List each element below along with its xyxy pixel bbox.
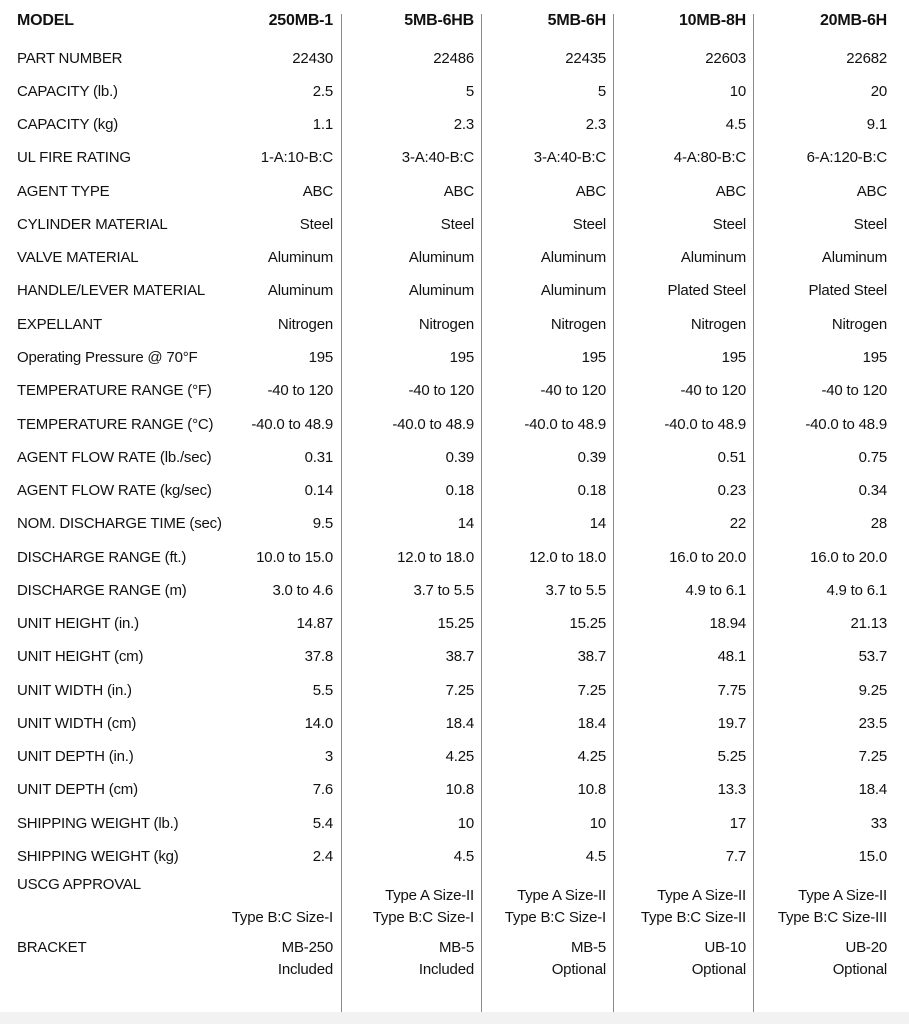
cell-value: 13.3 bbox=[717, 781, 746, 799]
cell-value: 4.25 bbox=[445, 748, 474, 766]
uscg-row bbox=[0, 874, 909, 929]
cell-value: 3-A:40-B:C bbox=[401, 149, 474, 167]
cell-value: 3.7 to 5.5 bbox=[545, 581, 606, 599]
cell-value bbox=[200, 874, 341, 929]
cell-value: 10.8 bbox=[577, 781, 606, 799]
cell-value: Aluminum bbox=[408, 249, 474, 267]
cell-value: -40 to 120 bbox=[408, 382, 474, 400]
cell-value: 14 bbox=[457, 515, 474, 533]
row-label: SHIPPING WEIGHT (lb.) bbox=[17, 814, 179, 832]
table-row bbox=[0, 674, 909, 707]
table-row bbox=[0, 574, 909, 607]
cell-value: 22 bbox=[729, 515, 746, 533]
table-row bbox=[0, 541, 909, 574]
cell-value: 4.9 to 6.1 bbox=[685, 581, 746, 599]
cell-value: 4.5 bbox=[725, 116, 746, 134]
table-row bbox=[0, 42, 909, 75]
cell-value: 195 bbox=[308, 349, 333, 367]
table-row bbox=[0, 840, 909, 873]
row-label: SHIPPING WEIGHT (kg) bbox=[17, 848, 179, 865]
cell-value: Steel bbox=[572, 215, 606, 233]
cell-value: 7.25 bbox=[858, 748, 887, 766]
table-row bbox=[0, 242, 909, 275]
column-divider bbox=[753, 14, 754, 1012]
row-label: UNIT HEIGHT (cm) bbox=[17, 648, 144, 666]
cell-value: 38.7 bbox=[445, 648, 474, 666]
cell-value: Plated Steel bbox=[667, 282, 746, 300]
cell-value: 22486 bbox=[433, 49, 474, 67]
header-row bbox=[0, 0, 909, 42]
cell-line: Type A Size-II bbox=[798, 886, 887, 904]
cell-line: Type A Size-II bbox=[385, 886, 474, 904]
cell-value: 4.25 bbox=[577, 748, 606, 766]
cell-value: 12.0 to 18.0 bbox=[397, 548, 474, 566]
cell-line: Included bbox=[277, 960, 333, 978]
row-label: CAPACITY (kg) bbox=[17, 116, 119, 134]
cell-value: ABC bbox=[302, 182, 333, 200]
table-row bbox=[0, 441, 909, 474]
cell-value: 10.0 to 15.0 bbox=[256, 548, 333, 566]
cell-value: ABC bbox=[856, 182, 887, 200]
cell-value: 10 bbox=[729, 82, 746, 100]
cell-value: 3.7 to 5.5 bbox=[413, 581, 474, 599]
cell-value: -40.0 to 48.9 bbox=[805, 415, 887, 433]
cell-value bbox=[754, 874, 909, 929]
row-label: AGENT FLOW RATE (kg/sec) bbox=[17, 482, 212, 500]
cell-value: 22435 bbox=[565, 49, 606, 67]
cell-value: 48.1 bbox=[717, 648, 746, 666]
cell-value: 15.25 bbox=[569, 615, 606, 633]
cell-value: 18.94 bbox=[709, 615, 746, 633]
table-row bbox=[0, 109, 909, 142]
cell-line: Type A Size-II bbox=[517, 886, 606, 904]
row-label: TEMPERATURE RANGE (°C) bbox=[17, 415, 214, 433]
cell-line: MB-250 bbox=[281, 938, 333, 956]
cell-value: 18.4 bbox=[858, 781, 887, 799]
cell-value: 15.25 bbox=[437, 615, 474, 633]
model-name: 250MB-1 bbox=[268, 12, 333, 29]
cell-value: -40 to 120 bbox=[540, 382, 606, 400]
cell-line: Type B:C Size-I bbox=[372, 908, 474, 926]
cell-value: 10 bbox=[589, 814, 606, 832]
cell-value: -40 to 120 bbox=[267, 382, 333, 400]
row-label: CAPACITY (lb.) bbox=[17, 82, 118, 100]
column-divider bbox=[341, 14, 342, 1012]
cell-value: Aluminum bbox=[540, 282, 606, 300]
cell-value: 7.75 bbox=[717, 681, 746, 699]
cell-value: 1.1 bbox=[312, 116, 333, 134]
cell-value: Steel bbox=[712, 215, 746, 233]
cell-value: Nitrogen bbox=[831, 315, 887, 333]
cell-value: Aluminum bbox=[267, 282, 333, 300]
cell-value: Steel bbox=[440, 215, 474, 233]
cell-line bbox=[200, 885, 333, 907]
cell-value: 38.7 bbox=[577, 648, 606, 666]
cell-value: 7.25 bbox=[445, 681, 474, 699]
cell-value: 28 bbox=[870, 515, 887, 533]
cell-value: 3 bbox=[324, 748, 333, 766]
cell-value: 4.5 bbox=[453, 848, 474, 865]
row-label: UNIT HEIGHT (in.) bbox=[17, 615, 139, 633]
bracket-row bbox=[0, 929, 909, 999]
cell-value: 0.34 bbox=[858, 482, 887, 500]
table-row bbox=[0, 641, 909, 674]
row-label: EXPELLANT bbox=[17, 315, 102, 333]
cell-value bbox=[614, 929, 754, 999]
model-name: 5MB-6HB bbox=[404, 12, 474, 29]
cell-value: Steel bbox=[299, 215, 333, 233]
row-label: UNIT DEPTH (cm) bbox=[17, 781, 138, 799]
cell-value: Aluminum bbox=[408, 282, 474, 300]
table-row bbox=[0, 142, 909, 175]
cell-value: 22430 bbox=[292, 49, 333, 67]
cell-value: -40.0 to 48.9 bbox=[392, 415, 474, 433]
cell-value: Aluminum bbox=[680, 249, 746, 267]
cell-line: Optional bbox=[691, 960, 746, 978]
cell-value: 7.7 bbox=[725, 848, 746, 865]
cell-value: 20 bbox=[870, 82, 887, 100]
cell-value: -40 to 120 bbox=[680, 382, 746, 400]
model-name: 5MB-6H bbox=[547, 12, 606, 29]
cell-value: 4.9 to 6.1 bbox=[826, 581, 887, 599]
cell-value: Aluminum bbox=[540, 249, 606, 267]
cell-line: Type B:C Size-I bbox=[231, 908, 333, 926]
cell-value: 3.0 to 4.6 bbox=[272, 581, 333, 599]
cell-line: Type B:C Size-I bbox=[504, 908, 606, 926]
cell-value: 9.5 bbox=[312, 515, 333, 533]
cell-value bbox=[482, 929, 614, 999]
cell-value bbox=[614, 874, 754, 929]
row-label: UL FIRE RATING bbox=[17, 149, 131, 167]
table-row bbox=[0, 275, 909, 308]
table-row bbox=[0, 308, 909, 341]
cell-value: 7.6 bbox=[312, 781, 333, 799]
row-label: UNIT WIDTH (in.) bbox=[17, 681, 132, 699]
cell-value: 22682 bbox=[846, 49, 887, 67]
cell-value: 0.51 bbox=[717, 448, 746, 466]
model-name: 20MB-6H bbox=[819, 12, 887, 29]
cell-value: 6-A:120-B:C bbox=[806, 149, 887, 167]
cell-value: Nitrogen bbox=[550, 315, 606, 333]
cell-value bbox=[341, 874, 482, 929]
column-divider bbox=[481, 14, 482, 1012]
cell-value: 33 bbox=[870, 814, 887, 832]
cell-value: Nitrogen bbox=[690, 315, 746, 333]
cell-value: 16.0 to 20.0 bbox=[669, 548, 746, 566]
cell-value: 0.18 bbox=[577, 482, 606, 500]
cell-value: 15.0 bbox=[858, 848, 887, 865]
cell-value: 0.18 bbox=[445, 482, 474, 500]
cell-line: Optional bbox=[832, 960, 887, 978]
cell-value: 14.87 bbox=[296, 615, 333, 633]
row-label: AGENT FLOW RATE (lb./sec) bbox=[17, 448, 212, 466]
cell-line: MB-5 bbox=[570, 938, 606, 956]
cell-value: 1-A:10-B:C bbox=[260, 149, 333, 167]
row-label: Operating Pressure @ 70°F bbox=[17, 349, 198, 367]
cell-value: 22603 bbox=[705, 49, 746, 67]
cell-value: ABC bbox=[443, 182, 474, 200]
cell-value: 195 bbox=[581, 349, 606, 367]
table-row bbox=[0, 341, 909, 374]
row-label: DISCHARGE RANGE (m) bbox=[17, 581, 187, 599]
row-label: TEMPERATURE RANGE (°F) bbox=[17, 382, 212, 400]
table-row bbox=[0, 474, 909, 507]
table-row bbox=[0, 707, 909, 740]
cell-value: 5.25 bbox=[717, 748, 746, 766]
table-row bbox=[0, 508, 909, 541]
row-label: AGENT TYPE bbox=[17, 182, 110, 200]
table-row bbox=[0, 375, 909, 408]
row-label: BRACKET bbox=[17, 938, 87, 956]
cell-value: 0.39 bbox=[577, 448, 606, 466]
row-label: HANDLE/LEVER MATERIAL bbox=[17, 282, 206, 300]
cell-value: 18.4 bbox=[445, 714, 474, 732]
column-divider bbox=[613, 14, 614, 1012]
table-row bbox=[0, 741, 909, 774]
cell-value: 10 bbox=[457, 814, 474, 832]
bottom-band bbox=[0, 1012, 909, 1024]
header-label: MODEL bbox=[17, 12, 74, 29]
cell-value: 2.3 bbox=[585, 116, 606, 134]
cell-value: 16.0 to 20.0 bbox=[810, 548, 887, 566]
cell-value: 5 bbox=[597, 82, 606, 100]
row-label: PART NUMBER bbox=[17, 49, 123, 67]
cell-value: 0.14 bbox=[304, 482, 333, 500]
cell-value: Aluminum bbox=[821, 249, 887, 267]
row-label: UNIT WIDTH (cm) bbox=[17, 714, 137, 732]
cell-value: -40.0 to 48.9 bbox=[664, 415, 746, 433]
cell-value: -40.0 to 48.9 bbox=[251, 415, 333, 433]
cell-value: Steel bbox=[853, 215, 887, 233]
cell-value: 0.39 bbox=[445, 448, 474, 466]
cell-value: -40.0 to 48.9 bbox=[524, 415, 606, 433]
cell-value: Nitrogen bbox=[277, 315, 333, 333]
cell-value: 14 bbox=[589, 515, 606, 533]
cell-value: Plated Steel bbox=[808, 282, 887, 300]
table-row bbox=[0, 807, 909, 840]
cell-line: Type B:C Size-II bbox=[640, 908, 746, 926]
table-row bbox=[0, 208, 909, 241]
table-row bbox=[0, 608, 909, 641]
row-label: UNIT DEPTH (in.) bbox=[17, 748, 134, 766]
cell-value: Aluminum bbox=[267, 249, 333, 267]
table-row bbox=[0, 175, 909, 208]
cell-value bbox=[200, 929, 341, 999]
cell-value: 10.8 bbox=[445, 781, 474, 799]
cell-value: 7.25 bbox=[577, 681, 606, 699]
cell-value: 5 bbox=[465, 82, 474, 100]
row-label: NOM. DISCHARGE TIME (sec) bbox=[17, 515, 222, 533]
table-row bbox=[0, 75, 909, 108]
cell-value: Nitrogen bbox=[418, 315, 474, 333]
cell-value: 19.7 bbox=[717, 714, 746, 732]
cell-value: 5.4 bbox=[312, 814, 333, 832]
cell-value: 195 bbox=[721, 349, 746, 367]
cell-value: 5.5 bbox=[312, 681, 333, 699]
cell-value: 195 bbox=[862, 349, 887, 367]
cell-value: 195 bbox=[449, 349, 474, 367]
cell-line: MB-5 bbox=[438, 938, 474, 956]
cell-value: 2.3 bbox=[453, 116, 474, 134]
cell-line: Included bbox=[418, 960, 474, 978]
cell-value: 23.5 bbox=[858, 714, 887, 732]
cell-value: ABC bbox=[715, 182, 746, 200]
cell-value: 2.5 bbox=[312, 82, 333, 100]
cell-value: -40 to 120 bbox=[821, 382, 887, 400]
cell-value: 9.25 bbox=[858, 681, 887, 699]
cell-line: Optional bbox=[551, 960, 606, 978]
cell-line: UB-10 bbox=[704, 938, 746, 956]
cell-value: 4-A:80-B:C bbox=[673, 149, 746, 167]
cell-value: 21.13 bbox=[850, 615, 887, 633]
cell-value: 12.0 to 18.0 bbox=[529, 548, 606, 566]
cell-value: 3-A:40-B:C bbox=[533, 149, 606, 167]
cell-value: 0.31 bbox=[304, 448, 333, 466]
row-label: VALVE MATERIAL bbox=[17, 249, 139, 267]
cell-line: Type A Size-II bbox=[657, 886, 746, 904]
table-row bbox=[0, 774, 909, 807]
cell-value bbox=[341, 929, 482, 999]
model-name: 10MB-8H bbox=[678, 12, 746, 29]
cell-value: ABC bbox=[575, 182, 606, 200]
cell-line: Type B:C Size-III bbox=[777, 908, 887, 926]
cell-value: 4.5 bbox=[585, 848, 606, 865]
cell-value: 18.4 bbox=[577, 714, 606, 732]
row-label: USCG APPROVAL bbox=[17, 875, 141, 893]
cell-value: 2.4 bbox=[312, 848, 333, 865]
cell-value: 14.0 bbox=[304, 714, 333, 732]
cell-value: 0.75 bbox=[858, 448, 887, 466]
cell-value bbox=[754, 929, 909, 999]
cell-value bbox=[482, 874, 614, 929]
cell-value: 37.8 bbox=[304, 648, 333, 666]
row-label: DISCHARGE RANGE (ft.) bbox=[17, 548, 187, 566]
cell-value: 53.7 bbox=[858, 648, 887, 666]
cell-line: UB-20 bbox=[845, 938, 887, 956]
table-row bbox=[0, 408, 909, 441]
cell-value: 0.23 bbox=[717, 482, 746, 500]
cell-value: 9.1 bbox=[866, 116, 887, 134]
cell-value: 17 bbox=[729, 814, 746, 832]
row-label: CYLINDER MATERIAL bbox=[17, 215, 168, 233]
